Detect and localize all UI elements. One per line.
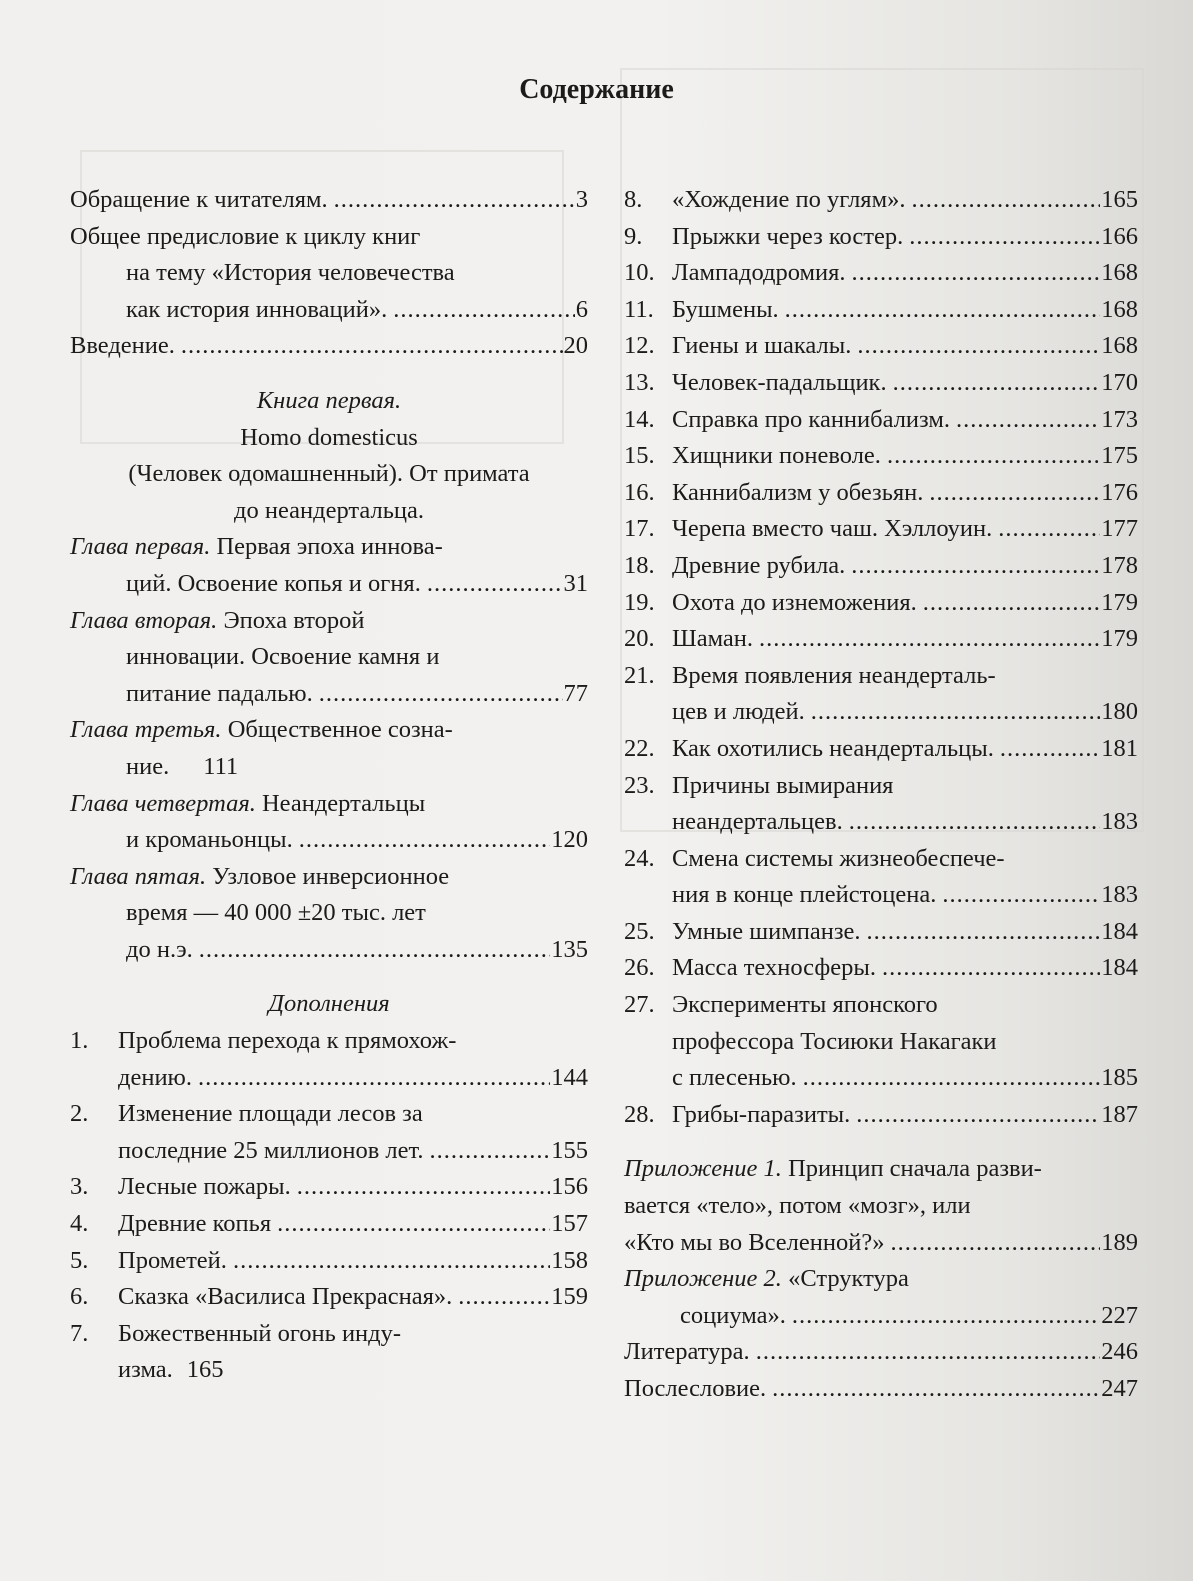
book-subtitle: Homo domesticus bbox=[240, 423, 418, 451]
toc-entry[interactable]: Литература. ..... 246 bbox=[624, 1334, 1138, 1371]
toc-appendix[interactable]: Приложение 2. «Структура bbox=[624, 1265, 909, 1293]
toc-supplement[interactable]: 22. Как охотились неандертальцы. ..... 181 bbox=[624, 731, 1138, 768]
toc-supplement[interactable]: 11. Бушмены. ..... 168 bbox=[624, 292, 1138, 329]
toc-entry[interactable]: Введение. ..... 20 bbox=[70, 328, 588, 365]
toc-supplement[interactable]: 13. Человек-падальщик. ..... 170 bbox=[624, 365, 1138, 402]
toc-chapter[interactable]: Глава пятая. Узловое инверсионное bbox=[70, 862, 450, 890]
toc-supplement[interactable]: 15. Хищники поневоле. ..... 175 bbox=[624, 438, 1138, 475]
toc-supplement[interactable]: 28. Грибы-паразиты. ..... 187 bbox=[624, 1097, 1138, 1134]
toc-supplement[interactable]: 18. Древние рубила. ..... 178 bbox=[624, 548, 1138, 585]
toc-supplement[interactable]: 9. Прыжки через костер. ..... 166 bbox=[624, 219, 1138, 256]
toc-supplement[interactable]: 20. Шаман. ..... 179 bbox=[624, 621, 1138, 658]
toc-chapter[interactable]: Глава третья. Общественное созна- bbox=[70, 716, 453, 744]
toc-supplement[interactable]: 25. Умные шимпанзе. ..... 184 bbox=[624, 914, 1138, 951]
toc-entry[interactable]: Общее предисловие к циклу книг bbox=[70, 222, 421, 250]
toc-supplement[interactable]: 4. Древние копья ..... 157 bbox=[70, 1206, 588, 1243]
toc-supplement[interactable]: 10. Лампадодромия. ..... 168 bbox=[624, 255, 1138, 292]
toc-supplement[interactable]: 5. Прометей. ..... 158 bbox=[70, 1243, 588, 1280]
toc-supplement[interactable]: 12. Гиены и шакалы. ..... 168 bbox=[624, 328, 1138, 365]
toc-chapter[interactable]: Глава четвертая. Неандертальцы bbox=[70, 789, 426, 817]
toc-supplement[interactable]: 17. Черепа вместо чаш. Хэллоуин. ..... 177 bbox=[624, 511, 1138, 548]
toc-supplement[interactable]: 6. Сказка «Василиса Прекрасная». ..... 159 bbox=[70, 1279, 588, 1316]
toc-supplement[interactable]: 14. Справка про каннибализм. ..... 173 bbox=[624, 402, 1138, 439]
toc-supplement[interactable]: 19. Охота до изнеможения. ..... 179 bbox=[624, 585, 1138, 622]
toc-right-column: 8. «Хождение по углям». ..... 165 9. Прыжки через костер. ..... 166 10. Лампадодромия. ..... 168 11. Бушмены. ..... 168 12. Гиены и шакалы. ..... 168 13. Человек-падальщик. ..... 170 14. Справка про каннибализм. ..... 173 15. Хищники поневоле. ..... 175 16. Каннибализм у обезьян. ..... 176 17. Черепа вместо чаш. Хэллоуин. ..... 177 18. Древние рубила. ..... 178 19. Охота до изнеможения. ..... 179 20. Шаман. ..... 179 21. Время появления неандерталь- цев и людей. ..... 180 22. Как охотились неандертальцы. ..... 181 23. Причины вымирания неандертальцев. ..... 183 24. Смена системы жизнеобеспече- ния в конце плейстоцена. ..... 183 25. Умные шимпанзе. ..... 184 26. Масса техносферы. ..... 184 27. Эксперименты японского профессора Тосиюки Накагаки с плесенью. ..... 185 28. Грибы-паразиты. ..... 187 Приложение 1. Принцип сначала разви- вается «тело», потом «мозг», или «Кто мы во Вселенной?» ..... 189 Приложение 2. «Структура социума». ..... 227 Литература. ..... 246 Послесловие. ..... 247 bbox=[624, 182, 1138, 1408]
toc-chapter[interactable]: Глава первая. Первая эпоха иннова- bbox=[70, 533, 443, 561]
toc-left-column: Обращение к читателям. ..... 3 Общее предисловие к циклу книг на тему «История человечества как история инноваций». ..... 6 Введение. ..... 20 Книга первая. Homo domesticus (Человек одомашненный). От примата до неандертальца. Глава первая. Первая эпоха иннова- ций. Освоение копья и огня. ..... 31 Глава вторая. Эпоха второй инновации. Освоение камня и питание падалью. ..... 77 Глава третья. Общественное созна- ние. 111 Глава четвертая. Неандертальцы и кроманьонцы. ..... 120 Глава пятая. Узловое инверсионное время — 40 000 ±20 тыс. лет до н.э. ..... 135 Дополнения 1. Проблема перехода к прямохож- дению. ..... 144 2. Изменение площади лесов за последние 25 миллионов лет. ..... 155 3. Лесные пожары. ..... 156 4. Древние копья ..... 157 5. Прометей. ..... 158 6. Сказка «Василиса Прекрасная». ..... 159 7. Божественный огонь инду- изма. 165 bbox=[70, 182, 588, 1389]
toc-supplement[interactable]: 3. Лесные пожары. ..... 156 bbox=[70, 1169, 588, 1206]
toc-supplement[interactable]: 7. Божественный огонь инду- bbox=[70, 1319, 402, 1347]
book-heading: Книга первая. bbox=[256, 386, 402, 414]
toc-supplement[interactable]: 8. «Хождение по углям». ..... 165 bbox=[624, 182, 1138, 219]
toc-supplement[interactable]: 26. Масса техносферы. ..... 184 bbox=[624, 950, 1138, 987]
toc-supplement[interactable]: 23. Причины вымирания bbox=[624, 771, 894, 799]
page-title: Содержание bbox=[519, 74, 674, 105]
toc-supplement[interactable]: 1. Проблема перехода к прямохож- bbox=[70, 1027, 457, 1055]
toc-supplement[interactable]: 21. Время появления неандерталь- bbox=[624, 661, 996, 689]
toc-supplement[interactable]: 24. Смена системы жизнеобеспече- bbox=[624, 844, 1005, 872]
toc-supplement[interactable]: 16. Каннибализм у обезьян. ..... 176 bbox=[624, 475, 1138, 512]
supplements-heading: Дополнения bbox=[268, 990, 390, 1018]
toc-entry[interactable]: Послесловие. ..... 247 bbox=[624, 1371, 1138, 1408]
toc-supplement[interactable]: 27. Эксперименты японского bbox=[624, 991, 938, 1019]
toc-appendix[interactable]: Приложение 1. Принцип сначала разви- bbox=[624, 1155, 1042, 1183]
toc-entry[interactable]: Обращение к читателям. ..... 3 bbox=[70, 182, 588, 219]
toc-supplement[interactable]: 2. Изменение площади лесов за bbox=[70, 1100, 423, 1128]
toc-chapter[interactable]: Глава вторая. Эпоха второй bbox=[70, 606, 365, 634]
